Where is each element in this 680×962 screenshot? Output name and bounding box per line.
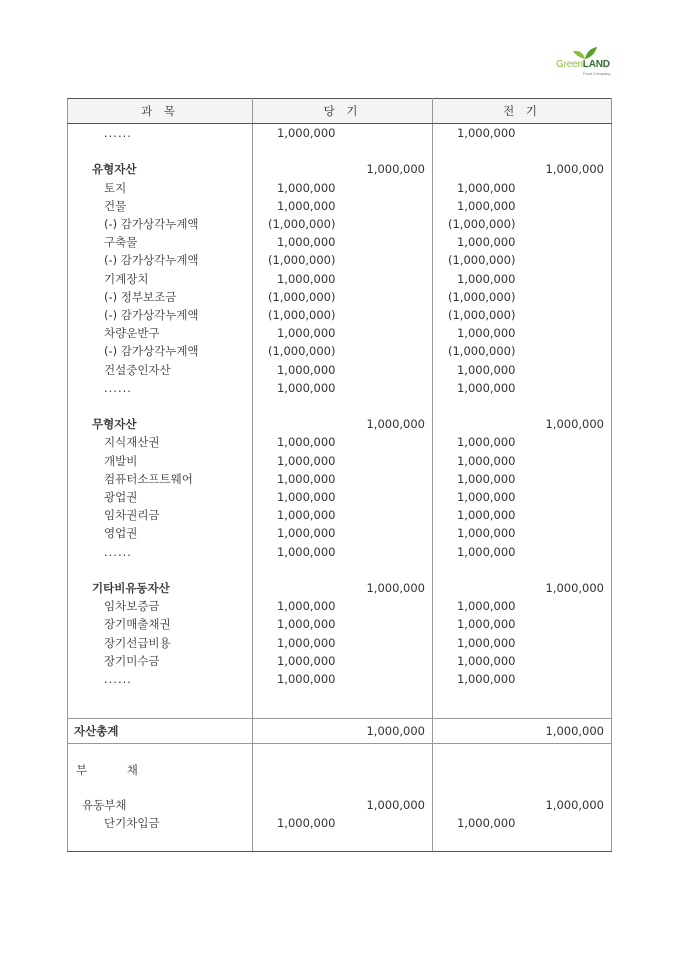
account-label: 장기미수금	[68, 652, 253, 670]
current-subtotal: 1,000,000	[343, 579, 433, 597]
current-subtotal	[343, 270, 433, 288]
account-label: 영업권	[68, 524, 253, 542]
prior-subtotal	[523, 634, 612, 652]
prior-detail: 1,000,000	[456, 362, 516, 377]
account-label: ......	[68, 124, 253, 143]
current-subtotal	[343, 543, 433, 561]
table-row	[68, 397, 612, 415]
prior-subtotal	[523, 652, 612, 670]
prior-subtotal	[523, 397, 612, 415]
current-detail: 1,000,000	[276, 526, 336, 541]
prior-subtotal: 1,000,000	[523, 415, 612, 433]
prior-detail: (1,000,000)	[447, 217, 516, 231]
prior-subtotal	[523, 251, 612, 269]
prior-detail: 1,000,000	[456, 508, 516, 523]
prior-subtotal	[523, 470, 612, 488]
account-label: (-) 감가상각누계액	[68, 342, 253, 360]
leaf-icon	[572, 46, 598, 60]
table-row	[68, 615, 612, 633]
account-label: 토지	[68, 179, 253, 197]
prior-detail: 1,000,000	[456, 471, 516, 486]
current-detail: 1,000,000	[276, 816, 336, 831]
current-subtotal	[343, 324, 433, 342]
prior-subtotal	[523, 270, 612, 288]
table-row	[68, 270, 612, 288]
header-current-period: 당 기	[253, 99, 433, 124]
prior-subtotal	[523, 342, 612, 360]
current-subtotal	[343, 251, 433, 269]
table-row	[68, 524, 612, 542]
prior-detail: 1,000,000	[456, 326, 516, 341]
prior-subtotal	[523, 543, 612, 561]
prior-detail	[433, 415, 523, 433]
current-detail	[253, 397, 343, 415]
current-subtotal: 1,000,000	[343, 415, 433, 433]
prior-detail: 1,000,000	[456, 380, 516, 395]
section-row-tangible-assets	[68, 160, 612, 178]
current-subtotal	[343, 361, 433, 379]
account-label: (-) 감가상각누계액	[68, 306, 253, 324]
prior-detail: 1,000,000	[456, 453, 516, 468]
logo-tagline: Food Company	[583, 71, 611, 76]
prior-subtotal	[523, 433, 612, 451]
table-row	[68, 288, 612, 306]
current-subtotal	[343, 142, 433, 160]
prior-subtotal	[523, 197, 612, 215]
account-label: (-) 정부보조금	[68, 288, 253, 306]
prior-detail: 1,000,000	[456, 198, 516, 213]
account-label: ......	[68, 543, 253, 561]
current-subtotal	[343, 179, 433, 197]
table-row	[68, 142, 612, 160]
current-detail: 1,000,000	[276, 599, 336, 614]
current-subtotal	[343, 561, 433, 579]
table-row	[68, 197, 612, 215]
account-label: 구축물	[68, 233, 253, 251]
prior-detail: 1,000,000	[456, 617, 516, 632]
prior-subtotal	[523, 561, 612, 579]
table-row	[68, 324, 612, 342]
account-label: (-) 감가상각누계액	[68, 215, 253, 233]
prior-detail	[433, 142, 523, 160]
prior-detail: 1,000,000	[456, 526, 516, 541]
current-subtotal	[343, 452, 433, 470]
account-label: 장기선급비용	[68, 634, 253, 652]
prior-subtotal	[523, 597, 612, 615]
current-subtotal	[343, 397, 433, 415]
table-row	[68, 470, 612, 488]
header-account: 과 목	[68, 99, 253, 124]
prior-detail	[433, 561, 523, 579]
current-subtotal	[343, 634, 433, 652]
section-row-other-noncurrent-assets	[68, 579, 612, 597]
account-label: 건물	[68, 197, 253, 215]
current-detail: 1,000,000	[276, 672, 336, 687]
table-row	[68, 670, 612, 688]
current-subtotal	[343, 670, 433, 688]
current-detail	[253, 415, 343, 433]
total-assets-current: 1,000,000	[343, 719, 433, 744]
account-label	[68, 397, 253, 415]
prior-subtotal	[523, 288, 612, 306]
company-logo	[556, 46, 614, 76]
prior-subtotal: 1,000,000	[523, 160, 612, 178]
prior-subtotal	[523, 124, 612, 143]
account-label: (-) 감가상각누계액	[68, 251, 253, 269]
prior-detail: (1,000,000)	[447, 253, 516, 268]
spacer-row	[68, 688, 612, 719]
prior-subtotal	[523, 361, 612, 379]
liabilities-label: 부 채	[68, 744, 253, 797]
current-detail: (1,000,000)	[267, 217, 336, 231]
current-subtotal	[343, 342, 433, 360]
section-label: 기타비유동자산	[68, 579, 253, 597]
account-label: 장기매출채권	[68, 615, 253, 633]
section-label: 유형자산	[68, 160, 253, 178]
table-row	[68, 506, 612, 524]
account-label: 개발비	[68, 452, 253, 470]
table-row	[68, 379, 612, 397]
current-detail: 1,000,000	[276, 126, 336, 140]
current-detail: 1,000,000	[276, 235, 336, 250]
current-detail	[253, 160, 343, 178]
current-subtotal	[343, 233, 433, 251]
account-label: 컴퓨터소프트웨어	[68, 470, 253, 488]
prior-detail: 1,000,000	[456, 180, 516, 195]
section-label: 유동부채	[68, 796, 253, 814]
prior-detail: (1,000,000)	[447, 289, 516, 304]
table-row	[68, 543, 612, 561]
prior-detail: 1,000,000	[456, 490, 516, 505]
current-detail: 1,000,000	[276, 435, 336, 450]
current-detail: 1,000,000	[276, 453, 336, 468]
table-row	[68, 124, 612, 143]
prior-detail: 1,000,000	[456, 435, 516, 450]
table-row	[68, 342, 612, 360]
table-row	[68, 433, 612, 451]
prior-subtotal	[523, 670, 612, 688]
account-label: 차량운반구	[68, 324, 253, 342]
current-subtotal	[343, 470, 433, 488]
current-subtotal	[343, 124, 433, 143]
account-label	[68, 142, 253, 160]
prior-subtotal	[523, 506, 612, 524]
current-detail: 1,000,000	[276, 326, 336, 341]
total-assets-prior: 1,000,000	[523, 719, 612, 744]
balance-sheet-table	[67, 98, 612, 852]
current-detail: 1,000,000	[276, 508, 336, 523]
table-row	[68, 652, 612, 670]
prior-detail: 1,000,000	[456, 544, 516, 559]
total-assets-row	[68, 719, 612, 744]
prior-subtotal	[523, 524, 612, 542]
prior-subtotal	[523, 233, 612, 251]
current-detail: (1,000,000)	[267, 308, 336, 323]
current-detail: 1,000,000	[276, 471, 336, 486]
prior-subtotal	[523, 324, 612, 342]
prior-subtotal	[523, 215, 612, 233]
current-detail: 1,000,000	[276, 544, 336, 559]
liabilities-header-row	[68, 744, 612, 797]
current-subtotal	[343, 306, 433, 324]
account-label: 기계장치	[68, 270, 253, 288]
current-detail: 1,000,000	[276, 362, 336, 377]
account-label: 건설중인자산	[68, 361, 253, 379]
current-detail: 1,000,000	[276, 180, 336, 195]
prior-detail: 1,000,000	[456, 126, 516, 140]
table-row	[68, 488, 612, 506]
prior-detail: 1,000,000	[456, 816, 516, 831]
spacer-row	[68, 833, 612, 852]
prior-subtotal	[523, 615, 612, 633]
prior-detail	[433, 160, 523, 178]
current-subtotal	[343, 488, 433, 506]
current-subtotal	[343, 506, 433, 524]
table-row	[68, 452, 612, 470]
table-row	[68, 814, 612, 832]
table-row	[68, 215, 612, 233]
prior-detail	[433, 579, 523, 597]
current-detail	[253, 561, 343, 579]
current-subtotal	[343, 597, 433, 615]
table-row	[68, 634, 612, 652]
section-row-current-liabilities	[68, 796, 612, 814]
prior-detail: 1,000,000	[456, 672, 516, 687]
prior-detail: 1,000,000	[456, 599, 516, 614]
account-label: ......	[68, 379, 253, 397]
current-subtotal	[343, 524, 433, 542]
prior-subtotal	[523, 379, 612, 397]
current-subtotal	[343, 288, 433, 306]
current-detail: 1,000,000	[276, 653, 336, 668]
table-row	[68, 361, 612, 379]
account-label: 임차권리금	[68, 506, 253, 524]
table-row	[68, 306, 612, 324]
table-row	[68, 179, 612, 197]
prior-detail: 1,000,000	[456, 235, 516, 250]
current-detail	[253, 142, 343, 160]
current-detail: (1,000,000)	[267, 289, 336, 304]
prior-detail: 1,000,000	[456, 653, 516, 668]
current-detail: 1,000,000	[276, 617, 336, 632]
current-subtotal	[343, 215, 433, 233]
header-prior-period: 전 기	[433, 99, 612, 124]
current-detail	[253, 579, 343, 597]
prior-subtotal: 1,000,000	[523, 796, 612, 814]
current-subtotal	[343, 197, 433, 215]
current-subtotal: 1,000,000	[343, 796, 433, 814]
account-label: 단기차입금	[68, 814, 253, 832]
account-label	[68, 561, 253, 579]
prior-detail: (1,000,000)	[447, 308, 516, 323]
current-detail: 1,000,000	[276, 490, 336, 505]
current-subtotal: 1,000,000	[343, 160, 433, 178]
table-row	[68, 597, 612, 615]
current-subtotal	[343, 615, 433, 633]
logo-wordmark: GreenLAND	[556, 59, 610, 70]
current-detail: 1,000,000	[276, 271, 336, 286]
prior-subtotal: 1,000,000	[523, 579, 612, 597]
account-label: 임차보증금	[68, 597, 253, 615]
prior-detail: (1,000,000)	[447, 344, 516, 359]
section-label: 무형자산	[68, 415, 253, 433]
current-detail: 1,000,000	[276, 198, 336, 213]
current-detail: 1,000,000	[276, 380, 336, 395]
account-label: 지식재산권	[68, 433, 253, 451]
total-assets-label: 자산총계	[68, 719, 253, 744]
prior-subtotal	[523, 306, 612, 324]
prior-detail: 1,000,000	[456, 635, 516, 650]
current-subtotal	[343, 379, 433, 397]
current-subtotal	[343, 433, 433, 451]
current-detail: (1,000,000)	[267, 344, 336, 359]
prior-detail: 1,000,000	[456, 271, 516, 286]
prior-subtotal	[523, 488, 612, 506]
prior-subtotal	[523, 452, 612, 470]
current-detail: 1,000,000	[276, 635, 336, 650]
table-row	[68, 561, 612, 579]
section-row-intangible-assets	[68, 415, 612, 433]
table-header-row	[68, 99, 612, 124]
table-row	[68, 251, 612, 269]
current-detail: (1,000,000)	[267, 253, 336, 268]
account-label: 광업권	[68, 488, 253, 506]
prior-subtotal	[523, 142, 612, 160]
table-row	[68, 233, 612, 251]
prior-subtotal	[523, 179, 612, 197]
current-subtotal	[343, 652, 433, 670]
prior-detail	[433, 397, 523, 415]
account-label: ......	[68, 670, 253, 688]
